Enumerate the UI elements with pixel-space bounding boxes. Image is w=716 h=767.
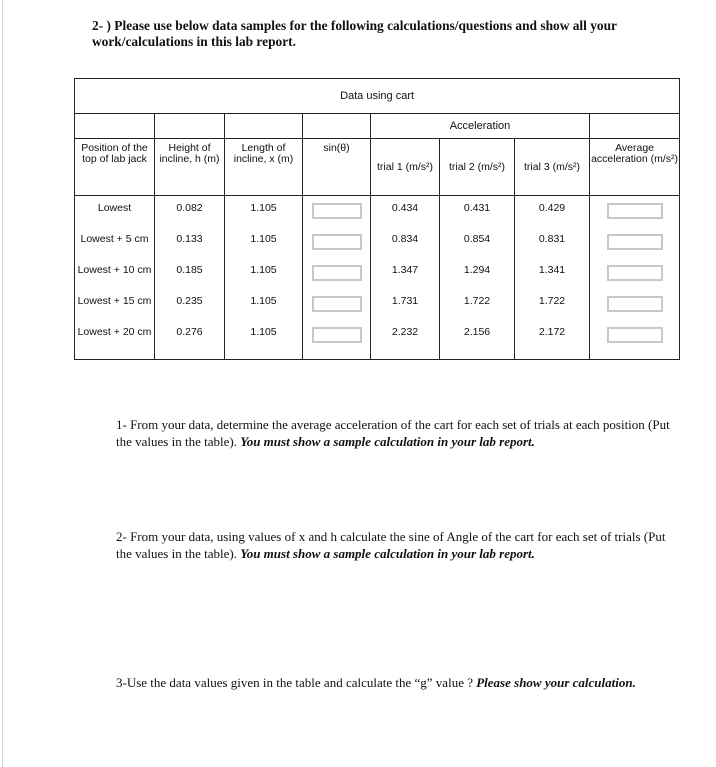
cell-length: 1.105 bbox=[225, 292, 303, 323]
section-heading: 2- ) Please use below data samples for the following calculations/questions and show all your work/calculations in this lab report. bbox=[92, 18, 617, 49]
sin-answer-box[interactable] bbox=[312, 203, 362, 219]
sin-answer-box[interactable] bbox=[312, 234, 362, 250]
average-answer-box[interactable] bbox=[607, 234, 663, 250]
average-answer-box[interactable] bbox=[607, 265, 663, 281]
cell-trial-3: 0.831 bbox=[515, 230, 590, 261]
cell-length: 1.105 bbox=[225, 323, 303, 359]
cell-height: 0.185 bbox=[155, 261, 225, 292]
cell-position: Lowest + 10 cm bbox=[75, 261, 155, 292]
cell-trial-2: 1.722 bbox=[440, 292, 515, 323]
cell-trial-1: 2.232 bbox=[371, 323, 440, 359]
cell-trial-1: 1.347 bbox=[371, 261, 440, 292]
average-answer-box[interactable] bbox=[607, 203, 663, 219]
sin-answer-box[interactable] bbox=[312, 265, 362, 281]
table-row bbox=[75, 230, 680, 261]
table-row bbox=[75, 323, 680, 359]
cell-height: 0.133 bbox=[155, 230, 225, 261]
average-answer-box[interactable] bbox=[607, 296, 663, 312]
sin-answer-box[interactable] bbox=[312, 327, 362, 343]
table-row bbox=[75, 195, 680, 229]
cell-height: 0.235 bbox=[155, 292, 225, 323]
question-2: 2- From your data, using values of x and h calculate the sine of Angle of the cart for each set of trials (Put the values in the table). You must show a sample calculation in your lab report. bbox=[116, 529, 666, 561]
table-row bbox=[75, 261, 680, 292]
header-average: Average acceleration (m/s²) bbox=[590, 139, 680, 195]
header-trial-2: trial 2 (m/s²) bbox=[440, 139, 515, 195]
acceleration-header: Acceleration bbox=[371, 114, 590, 139]
data-table bbox=[74, 78, 680, 360]
table-title: Data using cart bbox=[75, 79, 680, 114]
cell-trial-3: 0.429 bbox=[515, 195, 590, 229]
cell-length: 1.105 bbox=[225, 230, 303, 261]
cell-trial-1: 1.731 bbox=[371, 292, 440, 323]
cell-length: 1.105 bbox=[225, 195, 303, 229]
header-trial-1: trial 1 (m/s²) bbox=[371, 139, 440, 195]
question-1: 1- From your data, determine the average acceleration of the cart for each set of trials at each position (Put the values in the table). You must show a sample calculation in your lab report. bbox=[116, 417, 670, 449]
header-length: Length of incline, x (m) bbox=[225, 139, 303, 195]
cell-trial-3: 2.172 bbox=[515, 323, 590, 359]
cell-height: 0.082 bbox=[155, 195, 225, 229]
cell-position: Lowest + 15 cm bbox=[75, 292, 155, 323]
question-3: 3-Use the data values given in the table and calculate the “g” value ? Please show your calculation. bbox=[116, 675, 636, 690]
cell-position: Lowest bbox=[75, 195, 155, 229]
header-sin: sin(θ) bbox=[303, 139, 371, 195]
cell-trial-1: 0.834 bbox=[371, 230, 440, 261]
page-left-edge bbox=[2, 0, 3, 767]
header-trial-3: trial 3 (m/s²) bbox=[515, 139, 590, 195]
cell-position: Lowest + 20 cm bbox=[75, 323, 155, 359]
cell-trial-3: 1.341 bbox=[515, 261, 590, 292]
header-height: Height of incline, h (m) bbox=[155, 139, 225, 195]
cell-position: Lowest + 5 cm bbox=[75, 230, 155, 261]
cell-trial-3: 1.722 bbox=[515, 292, 590, 323]
cell-trial-2: 0.854 bbox=[440, 230, 515, 261]
cell-trial-2: 1.294 bbox=[440, 261, 515, 292]
cell-height: 0.276 bbox=[155, 323, 225, 359]
average-answer-box[interactable] bbox=[607, 327, 663, 343]
cell-trial-1: 0.434 bbox=[371, 195, 440, 229]
sin-answer-box[interactable] bbox=[312, 296, 362, 312]
table-row bbox=[75, 292, 680, 323]
cell-trial-2: 2.156 bbox=[440, 323, 515, 359]
header-position: Position of the top of lab jack bbox=[75, 139, 155, 195]
cell-length: 1.105 bbox=[225, 261, 303, 292]
cell-trial-2: 0.431 bbox=[440, 195, 515, 229]
